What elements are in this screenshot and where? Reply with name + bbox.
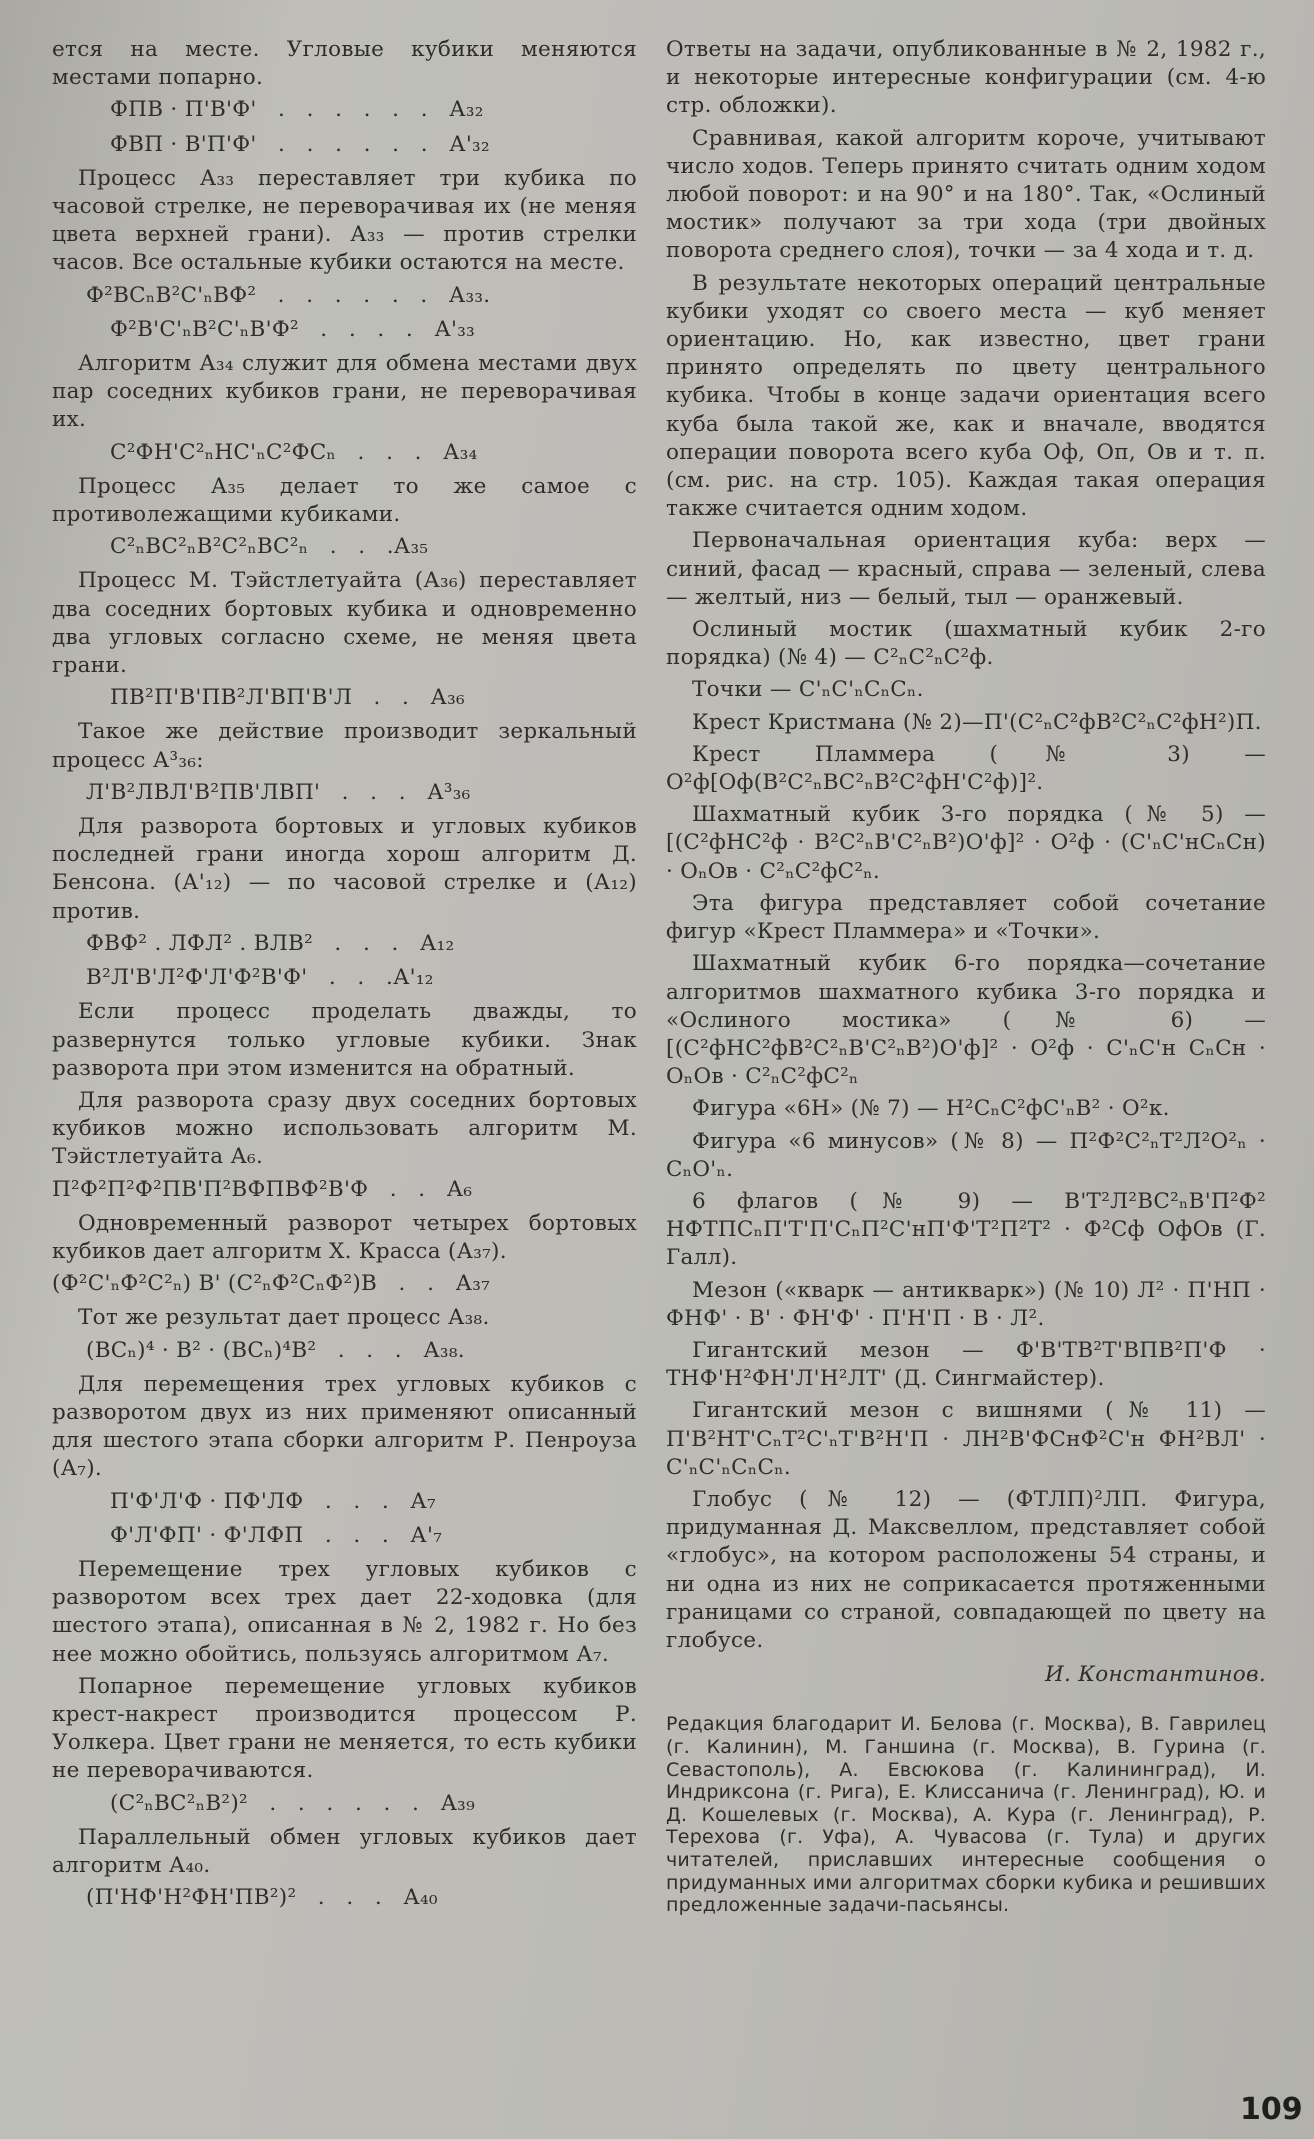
paragraph: 6 флагов (№ 9) — В'Т²Л²ВС²ₙВ'П²Ф² НФТПСₙП'Т'П'СₙП²С'нП'Ф'Т²П²Т² · Ф²Сф ОфОв (Г. Галл). [666, 1188, 1266, 1271]
algorithm-formula: (С²ₙВС²ₙВ²)² . . . . . . А₃₉ [110, 1790, 475, 1816]
algorithm-formula: Л'В²ЛВЛ'В²ПВ'ЛВП' . . . А³₃₆ [86, 779, 471, 805]
paragraph: Первоначальная ориентация куба: верх — синий, фасад — красный, справа — зеленый, слева — желтый, низ — белый, тыл — оранжевый. [666, 528, 1266, 610]
paragraph: Шахматный кубик 3-го порядка (№ 5) — [(С²фНС²ф · В²С²ₙВ'С²ₙВ²)О'ф]² · О²ф · (С'ₙС'нСₙСн) · ОₙОв · С²ₙС²фС²ₙ. [666, 802, 1266, 884]
paragraph: Эта фигура представляет собой сочетание фигур «Крест Пламмера» и «Точки». [666, 890, 1266, 945]
algorithm-formula: (ВСₙ)⁴ · В² · (ВСₙ)⁴В² . . . А₃₈. [86, 1337, 465, 1363]
page-number: 109 [1240, 2092, 1303, 2127]
paragraph: Одновременный разворот четырех бортовых кубиков дает алгоритм Х. Красса (А₃₇). [52, 1210, 637, 1264]
algorithm-formula: ПВ²П'В'ПВ²Л'ВП'В'Л . . А₃₆ [110, 685, 465, 711]
paragraph: Перемещение трех угловых кубиков с разворотом всех трех дает 22-ходовка (для шестого этапа), описанная в № 2, 1982 г. Но без нее можно обойтись, пользуясь алгоритмом А₇. [52, 1556, 637, 1667]
author-signature: И. Константинов. [1044, 1662, 1266, 1688]
paragraph: Ответы на задачи, опубликованные в № 2, 1982 г., и некоторые интересные конфигурации (см. 4-ю стр. обложки). [666, 37, 1266, 119]
algorithm-formula: ФВП · В'П'Ф' . . . . . . А'₃₂ [110, 131, 490, 157]
paragraph: Процесс А₃₅ делает то же самое с противолежащими кубиками. [52, 473, 637, 528]
algorithm-formula: Ф²В'С'ₙВ²С'ₙВ'Ф² . . . . А'₃₃ [110, 316, 476, 342]
paragraph: Для разворота бортовых и угловых кубиков последней грани иногда хорош алгоритм Д. Бенсона. (А'₁₂) — по часовой стрелке и (А₁₂) против. [52, 814, 637, 924]
paragraph: Крест Пламмера (№ 3) — О²ф[Оф(В²С²ₙВС²ₙВ²С²фН'С²ф)]². [666, 741, 1266, 796]
left-column [52, 36, 637, 1918]
algorithm-formula: ФВФ² . ЛФЛ² . ВЛВ² . . . А₁₂ [86, 930, 455, 956]
algorithm-formula: (П'НФ'Н²ФН'ПВ²)² . . . А₄₀ [86, 1885, 438, 1911]
paragraph: Процесс А₃₃ переставляет три кубика по часовой стрелке, не переворачивая их (не меняя цвета верхней грани). А₃₃ — против стрелки часов. Все остальные кубики остаются на месте. [52, 165, 637, 276]
paragraph: Мезон («кварк — антикварк») (№ 10) Л² · П'НП · ФНФ' · В' · ФН'Ф' · П'Н'П · В · Л². [666, 1277, 1266, 1331]
paragraph: Глобус (№ 12) — (ФТЛП)²ЛП. Фигура, придуманная Д. Максвеллом, представляет собой «глобус», на котором расположены 54 страны, и ни одна из них не соприкасается протяженными границами со страной, совпадающей по цвету на глобусе. [666, 1486, 1266, 1653]
acknowledgement-note: Редакция благодарит И. Белова (г. Москва), В. Гаврилец (г. Калинин), М. Ганшина (г. Москва), В. Гурина (г. Севастополь), А. Евсюкова (г. Калининград), И. Индриксона (г. Рига), Е. Клиссанича (г. Ленинград), Ю. и Д. Кошелевых (г. Москва), А. Кура (г. Ленинград), Р. Терехова (г. Уфа), А. Чувасова (г. Тула) и других читателей, приславших интересные сообщения о придуманных ими алгоритмах сборки кубика и решивших предложенные задачи-пасьянсы. [666, 1713, 1266, 1917]
paragraph: Крест Кристмана (№ 2)—П'(С²ₙС²фВ²С²ₙС²фН²)П. [692, 709, 1262, 735]
paragraph: Алгоритм А₃₄ служит для обмена местами двух пар соседних кубиков грани, не переворачивая их. [52, 351, 637, 433]
paragraph: В результате некоторых операций центральные кубики уходят со своего места — куб меняет ориентацию. Но, как известно, цвет грани принято определять по цвету центрального кубика. Чтобы в конце задачи ориентация всего куба была такой же, как и вначале, вводятся операции поворота всего куба Оф, Оп, Ов и т. п. (см. рис. на стр. 105). Каждая такая операция также считается одним ходом. [666, 270, 1266, 522]
algorithm-formula: С²ₙВС²ₙВ²С²ₙВС²ₙ . . .А₃₅ [110, 534, 429, 560]
paragraph: Шахматный кубик 6-го порядка—сочетание алгоритмов шахматного кубика 3-го порядка и «Ослиного мостика» (№ 6) — [(С²фНС²фВ²С²ₙВ'С²ₙВ²)О'ф]² · О²ф · С'ₙС'н СₙСн · ОₙОв · С²ₙС²фС²ₙ [666, 951, 1266, 1090]
paragraph: Параллельный обмен угловых кубиков дает алгоритм А₄₀. [52, 1824, 637, 1878]
algorithm-formula: ФПВ · П'В'Ф' . . . . . . А₃₂ [110, 97, 484, 123]
paragraph: Фигура «6Н» (№ 7) — Н²СₙС²фС'ₙВ² · О²к. [692, 1096, 1170, 1122]
paragraph: Попарное перемещение угловых кубиков крест-накрест производится процессом Р. Уолкера. Цвет грани не меняется, то есть кубики не переворачиваются. [52, 1673, 637, 1784]
paragraph: Такое же действие производит зеркальный процесс А³₃₆: [52, 719, 637, 773]
algorithm-formula: Ф'Л'ФП' · Ф'ЛФП . . . А'₇ [110, 1522, 443, 1548]
right-column-body [666, 36, 1266, 1655]
paragraph: ется на месте. Угловые кубики меняются местами попарно. [52, 37, 637, 91]
paragraph: Для разворота сразу двух соседних бортовых кубиков можно использовать алгоритм М. Тэйстлетуайта А₆. [52, 1087, 637, 1170]
paragraph: Процесс М. Тэйстлетуайта (А₃₆) переставляет два соседних бортовых кубика и одновременно два угловых согласно схеме, не меняя цвета грани. [52, 568, 637, 679]
paragraph: Гигантский мезон с вишнями (№ 11) — П'В²НТ'СₙТ²С'ₙТ'В²Н'П · ЛН²В'ФСнФ²С'н ФН²ВЛ' · С'ₙС'ₙСₙСₙ. [666, 1398, 1266, 1480]
paragraph: Фигура «6 минусов» (№ 8) — П²Ф²С²ₙТ²Л²О²ₙ · СₙО'ₙ. [666, 1128, 1266, 1182]
algorithm-formula: Ф²ВСₙВ²С'ₙВФ² . . . . . . А₃₃. [86, 282, 491, 308]
algorithm-formula: П²Ф²П²Ф²ПВ'П²ВФПВФ²В'Ф . . А₆ [52, 1176, 473, 1202]
algorithm-formula: (Ф²С'ₙФ²С²ₙ) В' (С²ₙФ²СₙФ²)В . . А₃₇ [52, 1271, 491, 1297]
algorithm-formula: В²Л'В'Л²Ф'Л'Ф²В'Ф' . . .А'₁₂ [86, 965, 434, 991]
algorithm-formula: П'Ф'Л'Ф · ПФ'ЛФ . . . А₇ [110, 1488, 436, 1514]
right-column [666, 36, 1266, 1917]
paragraph: Точки — С'ₙС'ₙСₙСₙ. [692, 677, 924, 703]
algorithm-formula: С²ФН'С²ₙНС'ₙС²ФСₙ . . . А₃₄ [110, 439, 478, 465]
paragraph: Тот же результат дает процесс А₃₈. [78, 1305, 490, 1331]
paragraph: Гигантский мезон — Ф'В'ТВ²Т'ВПВ²П'Ф · ТНФ'Н²ФН'Л'Н²ЛТ' (Д. Сингмайстер). [666, 1337, 1266, 1392]
paragraph: Если процесс проделать дважды, то развернутся только угловые кубики. Знак разворота при этом изменится на обратный. [52, 999, 637, 1081]
paragraph: Для перемещения трех угловых кубиков с разворотом двух из них применяют описанный для шестого этапа сборки алгоритм Р. Пенроуза (А₇). [52, 1371, 637, 1482]
paragraph: Сравнивая, какой алгоритм короче, учитывают число ходов. Теперь принято считать одним ходом любой поворот: и на 90° и на 180°. Так, «Ослиный мостик» получают за три хода (три двойных поворота среднего слоя), точки — за 4 хода и т. д. [666, 125, 1266, 264]
paragraph: Ослиный мостик (шахматный кубик 2-го порядка) (№ 4) — С²ₙС²ₙС²ф. [666, 617, 1266, 671]
